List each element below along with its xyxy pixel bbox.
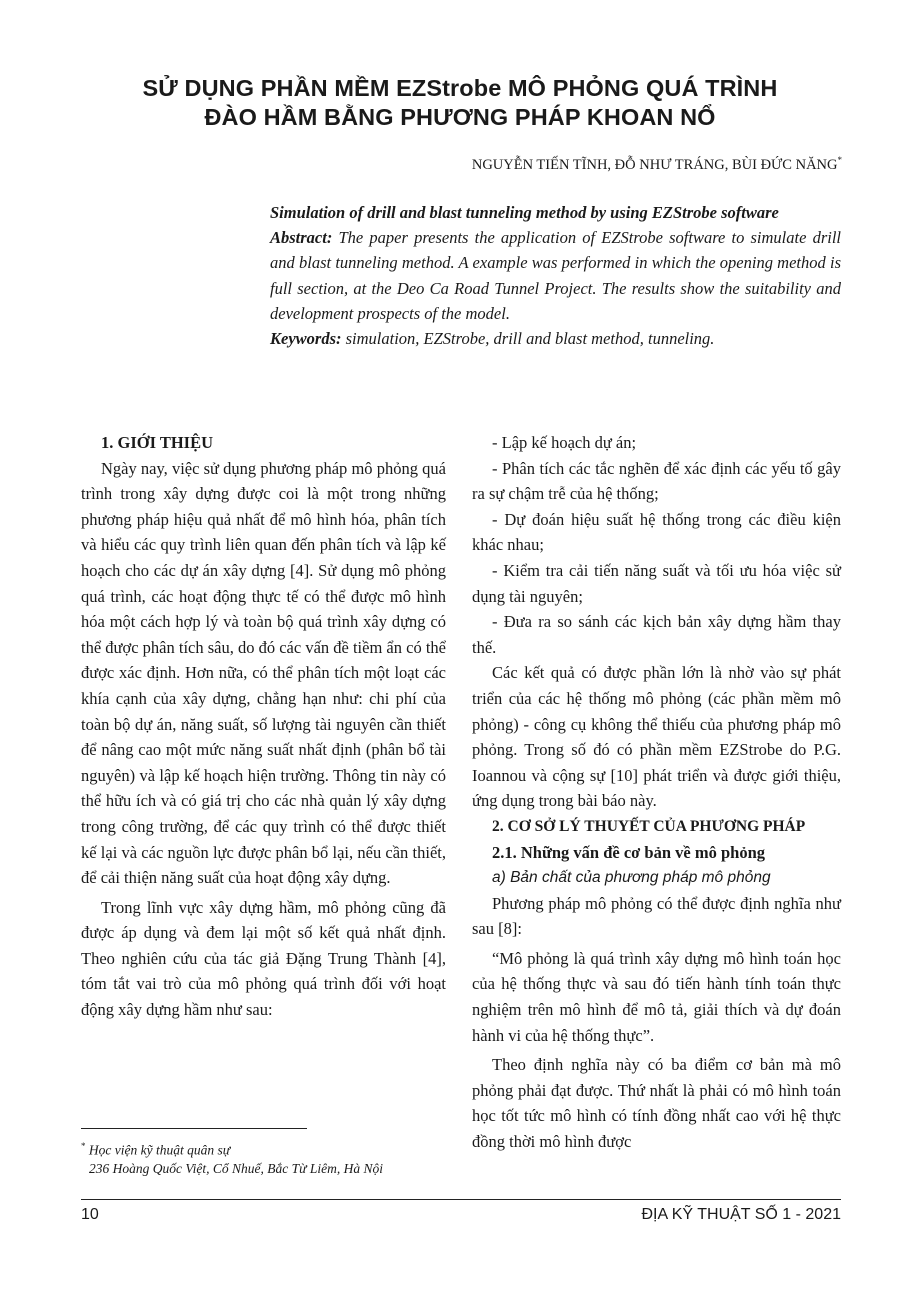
author-footnote-mark: * (837, 155, 842, 165)
left-column (81, 430, 446, 1023)
abstract (270, 225, 841, 326)
bullet-item: - Phân tích các tắc nghẽn để xác định các yếu tố gây ra sự chậm trễ của hệ thống; (472, 458, 841, 504)
author-names: NGUYỄN TIẾN TĨNH, ĐỖ NHƯ TRÁNG, BÙI ĐỨC NĂNG (471, 156, 838, 173)
right-paragraph-3: Theo định nghĩa này có ba điểm cơ bản mà mô phỏng phải đạt được. Thứ nhất là phải có mô hình toán học tốt tức mô hình có tính đồng nhất cao với hệ thực đồng thời mô hình được (472, 1055, 841, 1152)
right-paragraph-1: Các kết quả có được phần lớn là nhờ vào sự phát triển của các hệ thống mô phỏng (các phần mềm mô phỏng) - công cụ không thể thiếu của phương pháp mô phỏng. Trong số đó có phần mềm EZStrobe do P.G. Ioannou và cộng sự [10] phát triển và được giới thiệu, ứng dụng trong bài báo này. (472, 663, 841, 811)
right-paragraph-2: Phương pháp mô phỏng có thể được định nghĩa như sau [8]: (472, 893, 841, 939)
author-list (472, 155, 842, 174)
footnote-divider (81, 1128, 307, 1129)
footnote-address: 236 Hoàng Quốc Việt, Cổ Nhuế, Bắc Từ Liêm, Hà Nội (89, 1160, 383, 1176)
title-line-1: SỬ DỤNG PHẦN MỀM EZStrobe MÔ PHỎNG QUÁ TRÌNH (142, 75, 778, 101)
bullet-item: - Dự đoán hiệu suất hệ thống trong các điều kiện khác nhau; (472, 509, 841, 555)
definition-quote: “Mô phỏng là quá trình xây dựng mô hình toán học của hệ thống thực và sau đó tiến hành tính toán thực nghiệm trên mô hình để mô tả, giải thích và dự đoán hành vi của hệ thống thực”. (472, 948, 841, 1045)
english-title: Simulation of drill and blast tunneling method by using EZStrobe software (270, 203, 779, 222)
english-abstract-block (270, 200, 841, 351)
footnote-mark: * (81, 1141, 86, 1151)
right-column (472, 430, 841, 1155)
page-number: 10 (81, 1206, 99, 1223)
bullet-item: - Kiểm tra cải tiến năng suất và tối ưu hóa việc sử dụng tài nguyên; (472, 560, 841, 606)
title-line-2: ĐÀO HẦM BẰNG PHƯƠNG PHÁP KHOAN NỔ (204, 104, 716, 130)
keywords-text: simulation, EZStrobe, drill and blast method, tunneling. (341, 329, 715, 349)
bullet-item: - Lập kế hoạch dự án; (492, 433, 637, 452)
section-2-1-heading: 2.1. Những vấn đề cơ bản về mô phỏng (492, 842, 766, 862)
paper-title (60, 74, 860, 132)
abstract-label: Abstract: (270, 228, 333, 248)
bullet-item: - Đưa ra so sánh các kịch bản xây dựng hầm thay thế. (472, 612, 841, 657)
subsection-a-heading: a) Bản chất của phương pháp mô phỏng (492, 869, 771, 887)
intro-paragraph-1: Ngày nay, việc sử dụng phương pháp mô phỏng quá trình trong xây dựng được coi là một trong những phương pháp hiệu quả nhất để mô hình hóa, phân tích và hiểu các quy trình liên quan đến phân tích và lập kế hoạch cho các dự án xây dựng [4]. Sử dụng mô phỏng quá trình, các hoạt động thực tế có thể được mô hình hóa một cách hợp lý và toàn bộ quá trình xây dựng có thể được phân tích sâu, do đó các vấn đề tiềm ẩn có thể được xác định. Hơn nữa, có thể phân tích một loạt các khía cạnh của xây dựng, chẳng hạn như: chi phí của toàn bộ dự án, năng suất, số lượng tài nguyên cần thiết để nâng cao một mức năng suất nhất định (phân bổ tài nguyên) và lập kế hoạch hiện trường. Thông tin này có thể hữu ích và có giá trị cho các nhà quản lý xây dựng trong công trường, để các quy trình có thể được thiết kế lại và các nguồn lực được phân bổ lại, nếu cần thiết, để cải thiện năng suất của hoạt động xây dựng. (81, 458, 446, 888)
keywords (270, 326, 841, 351)
abstract-text: The paper presents the application of EZStrobe software to simulate drill and blast tunneling method. A example was performed in which the opening method is full section, at the Deo Ca Road Tunnel Project. The results show the suitability and development prospects of the model. (270, 228, 841, 323)
keywords-label: Keywords: (270, 329, 342, 349)
footnote (81, 1137, 451, 1178)
journal-name: ĐỊA KỸ THUẬT SỐ 1 - 2021 (641, 1206, 841, 1223)
section-1-heading: 1. GIỚI THIỆU (101, 433, 214, 452)
footnote-affiliation: Học viện kỹ thuật quân sự (88, 1142, 231, 1158)
intro-paragraph-2: Trong lĩnh vực xây dựng hầm, mô phỏng cũng đã được áp dụng và đem lại một số kết quả nhất định. Theo nghiên cứu của tác giả Đặng Trung Thành [4], tóm tắt vai trò của mô phỏng quá trình đối với hoạt động xây dựng hầm như sau: (81, 897, 446, 1020)
section-2-heading: 2. CƠ SỞ LÝ THUYẾT CỦA PHƯƠNG PHÁP (492, 817, 806, 835)
footer-divider (81, 1199, 841, 1200)
